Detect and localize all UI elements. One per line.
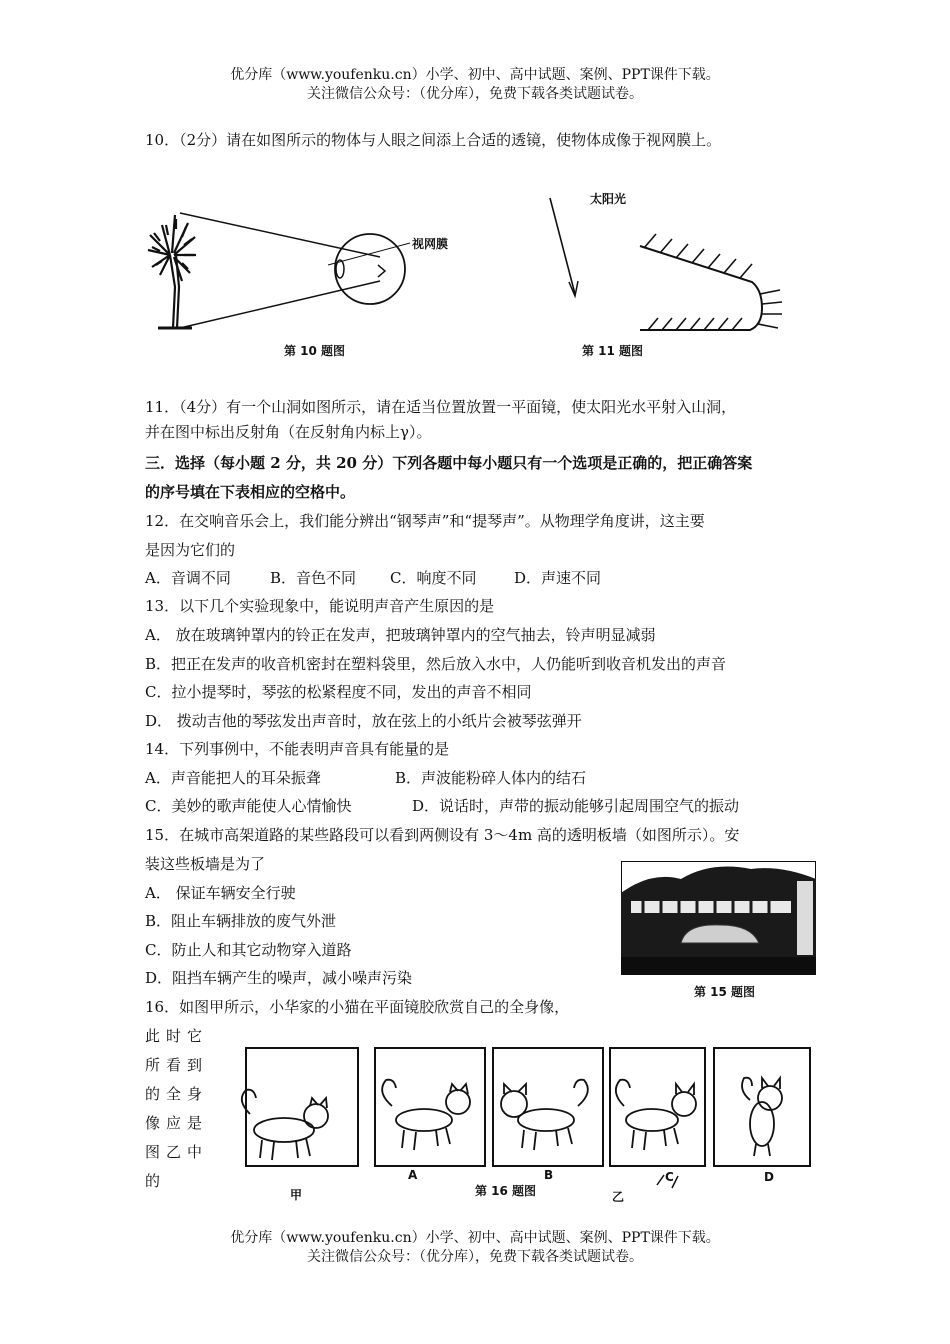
footer-line-2: 关注微信公众号：（优分库），免费下载各类试题试卷。 <box>307 1249 643 1265</box>
q13-stem: 13．以下几个实验现象中，能说明声音产生原因的是 <box>145 597 495 615</box>
q15-option-a: A． 保证车辆安全行驶 <box>145 884 296 902</box>
figure-15-photo <box>621 861 816 975</box>
q15-option-b: B．阻止车辆排放的废气外泄 <box>145 912 337 930</box>
cat-jia-icon <box>242 1090 328 1160</box>
q14-option-d: D．说话时，声带的振动能够引起周围空气的振动 <box>412 797 740 815</box>
cat-b-icon <box>501 1080 588 1150</box>
q13-option-b: B．把正在发声的收音机密封在塑料袋里，然后放入水中，人仍能听到收音机发出的声音 <box>145 655 727 673</box>
section3-line-1: 三．选择（每小题 2 分，共 20 分）下列各题中每小题只有一个选项是正确的，把正确答案 <box>145 454 753 472</box>
q10-text: 10．（2分）请在如图所示的物体与人眼之间添上合适的透镜，使物体成像于视网膜上。 <box>145 131 722 149</box>
q12-option-c: C．响度不同 <box>390 569 477 587</box>
q11-line-2: 并在图中标出反射角（在反射角内标上γ）。 <box>145 423 432 441</box>
figure-16-cats <box>232 1040 817 1190</box>
q13-option-d: D． 拨动吉他的琴弦发出声音时，放在弦上的小纸片会被琴弦弹开 <box>145 712 582 730</box>
q15-stem-2: 装这些板墙是为了 <box>145 855 266 873</box>
q16-side-3: 的全身 <box>145 1085 209 1103</box>
tree-icon <box>148 215 196 328</box>
q16-label-jia: 甲 <box>290 1188 303 1202</box>
cat-d-icon <box>742 1078 782 1156</box>
q12-option-a: A．音调不同 <box>145 569 231 587</box>
q16-option-a: A <box>408 1168 418 1182</box>
q16-label-yi: 乙 <box>612 1190 625 1204</box>
q14-option-a: A．声音能把人的耳朵振聋 <box>145 769 321 787</box>
q16-option-c: C <box>665 1170 674 1184</box>
header-line-2: 关注微信公众号：（优分库），免费下载各类试题试卷。 <box>307 86 643 102</box>
figure-15-caption: 第 15 题图 <box>694 985 756 999</box>
q13-option-a: A． 放在玻璃钟罩内的铃正在发声，把玻璃钟罩内的空气抽去，铃声明显减弱 <box>145 626 656 644</box>
q16-option-b: B <box>544 1168 554 1182</box>
footer-line-1: 优分库（www.youfenku.cn）小学、初中、高中试题、案例、PPT课件下载。 <box>230 1230 720 1246</box>
eye-icon <box>335 234 405 304</box>
q16-side-1: 此时它 <box>145 1027 209 1045</box>
q12-stem-1: 12．在交响音乐会上，我们能分辨出“钢琴声”和“提琴声”。从物理学角度讲，这主要 <box>145 512 705 530</box>
header-line-1: 优分库（www.youfenku.cn）小学、初中、高中试题、案例、PPT课件下载。 <box>230 67 720 83</box>
q11-line-1: 11．（4分）有一个山洞如图所示，请在适当位置放置一平面镜，使太阳光水平射入山洞， <box>145 398 737 416</box>
q16-stem: 16．如图甲所示，小华家的小猫在平面镜胶欣赏自己的全身像， <box>145 998 570 1016</box>
section3-line-2: 的序号填在下表相应的空格中。 <box>145 483 356 501</box>
label-sunlight: 太阳光 <box>590 192 627 206</box>
q16-side-2: 所看到 <box>145 1056 209 1074</box>
q14-option-b: B．声波能粉碎人体内的结石 <box>395 769 587 787</box>
q16-option-d: D <box>764 1170 774 1184</box>
q13-option-c: C．拉小提琴时，琴弦的松紧程度不同，发出的声音不相同 <box>145 683 532 701</box>
figure-16-caption: 第 16 题图 <box>475 1184 537 1198</box>
q15-stem-1: 15．在城市高架道路的某些路段可以看到两侧设有 3～4m 高的透明板墙（如图所示）。安 <box>145 826 740 844</box>
q14-option-c: C．美妙的歌声能使人心情愉快 <box>145 797 352 815</box>
figure-11-cave-diagram <box>540 190 800 340</box>
q16-side-5: 图乙中 <box>145 1143 209 1161</box>
q12-stem-2: 是因为它们的 <box>145 541 236 559</box>
figure-10-caption: 第 10 题图 <box>284 344 346 358</box>
figure-10-eye-diagram <box>140 195 460 340</box>
cat-a-icon <box>382 1080 470 1150</box>
figure-11-caption: 第 11 题图 <box>582 344 644 358</box>
cat-c-icon <box>616 1080 696 1150</box>
q14-stem: 14．下列事例中，不能表明声音具有能量的是 <box>145 740 450 758</box>
q15-option-d: D．阻挡车辆产生的噪声，减小噪声污染 <box>145 969 413 987</box>
q16-side-4: 像应是 <box>145 1114 209 1132</box>
q15-option-c: C．防止人和其它动物穿入道路 <box>145 941 352 959</box>
q12-option-b: B．音色不同 <box>270 569 357 587</box>
q12-option-d: D．声速不同 <box>514 569 602 587</box>
label-retina: 视网膜 <box>412 237 449 251</box>
q16-side-6: 的 <box>145 1172 167 1190</box>
